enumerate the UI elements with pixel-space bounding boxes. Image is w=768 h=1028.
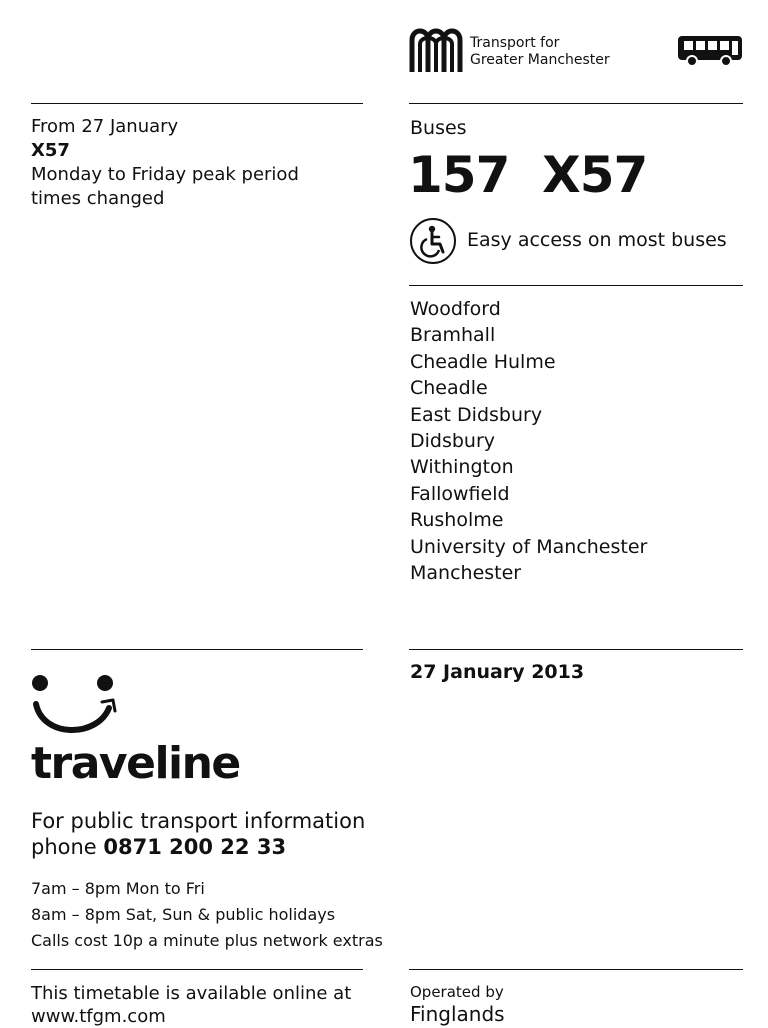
tfgm-logo-text: [470, 35, 610, 69]
list-item: Cheadle: [410, 377, 488, 400]
list-item: Bramhall: [410, 324, 496, 347]
traveline-call-cost: Calls cost 10p a minute plus network extras: [31, 931, 383, 950]
traveline-brand: traveline: [31, 738, 240, 789]
list-item: Didsbury: [410, 430, 496, 453]
tfgm-logo-line1: Transport for: [470, 35, 560, 51]
operated-by-label: Operated by: [410, 983, 504, 1001]
list-item: Woodford: [410, 298, 501, 320]
service-mode: Buses: [410, 117, 467, 139]
change-notice-route: X57: [31, 140, 70, 161]
change-notice-date: From 27 January: [31, 116, 179, 137]
access-text: Easy access on most buses: [467, 229, 727, 251]
online-url[interactable]: www.tfgm.com: [31, 1006, 166, 1027]
divider-bottom-left: [31, 969, 363, 970]
list-item: Withington: [410, 456, 514, 479]
list-item: Manchester: [410, 562, 522, 585]
traveline-info: [31, 808, 365, 860]
operator-name: Finglands: [410, 1002, 505, 1026]
divider-top-left: [31, 103, 363, 104]
list-item: East Didsbury: [410, 403, 543, 426]
traveline-hours-weekend: 8am – 8pm Sat, Sun & public holidays: [31, 905, 336, 924]
divider-middle-left: [31, 649, 363, 650]
divider-top-right: [409, 103, 743, 104]
tfgm-logo-line2: Greater Manchester: [470, 52, 610, 68]
traveline-info-line1: For public transport information: [31, 809, 366, 833]
traveline-hours: [31, 876, 383, 954]
tfgm-m-logo-icon: [409, 26, 463, 74]
change-notice-detail-2: times changed: [31, 188, 165, 209]
divider-middle-right: [409, 649, 743, 650]
bus-icon: [676, 34, 744, 68]
wheelchair-icon: [409, 217, 457, 265]
traveline-phone-prefix: phone: [31, 835, 104, 859]
traveline-smile-icon: [29, 672, 119, 736]
list-item: Fallowfield: [410, 482, 510, 505]
list-item: Rusholme: [410, 509, 504, 532]
stops-list: [410, 296, 647, 586]
change-notice-detail-1: Monday to Friday peak period: [31, 164, 299, 185]
change-notice: [31, 115, 299, 211]
divider-bottom-right: [409, 969, 743, 970]
online-notice: [31, 982, 351, 1028]
traveline-hours-weekday: 7am – 8pm Mon to Fri: [31, 879, 205, 898]
operator-block: [410, 982, 505, 1026]
list-item: University of Manchester: [410, 535, 648, 558]
divider-service: [409, 285, 743, 286]
online-notice-text: This timetable is available online at: [31, 983, 352, 1004]
service-numbers: 157 X57: [408, 146, 648, 204]
traveline-phone-number: 0871 200 22 33: [103, 835, 287, 859]
list-item: Cheadle Hulme: [410, 350, 556, 373]
traveline-phone-line: [31, 834, 365, 860]
timetable-date: 27 January 2013: [410, 661, 585, 683]
